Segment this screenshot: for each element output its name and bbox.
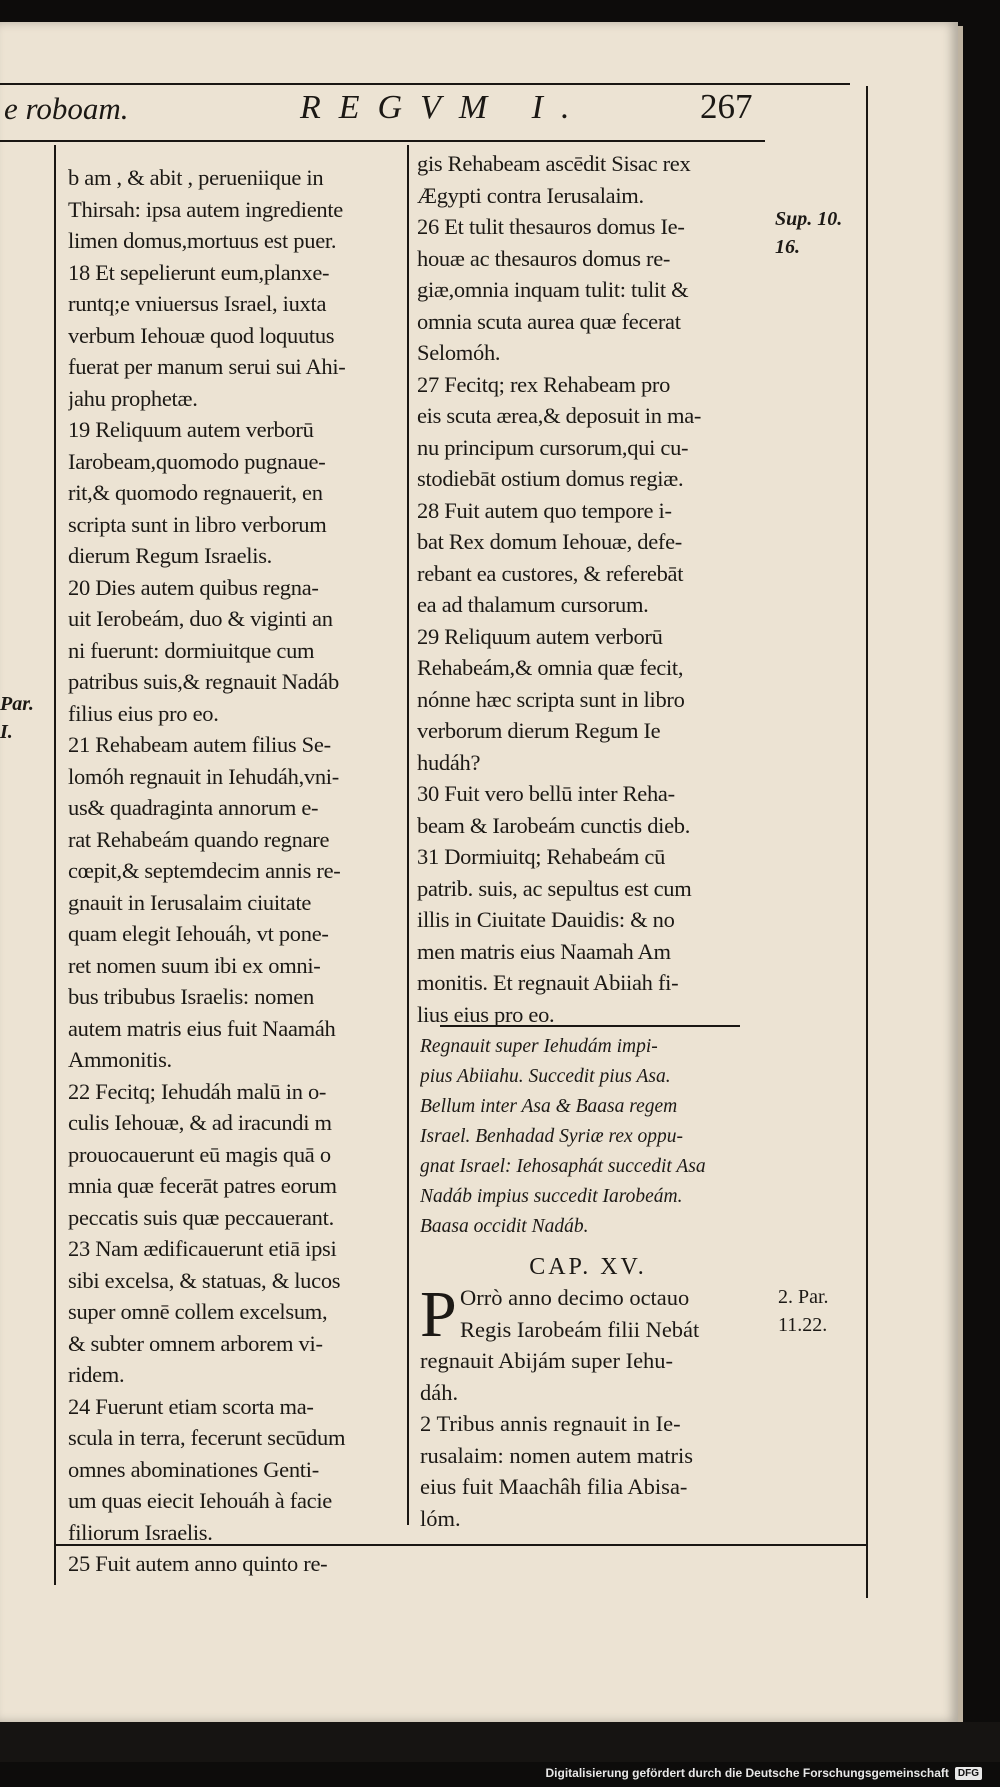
margin-note-sup: Sup. 10. 16.	[775, 208, 843, 258]
text-line: men matris eius Naamah Am	[417, 938, 671, 964]
text-line: gis Rehabeam ascēdit Sisac rex	[417, 151, 691, 176]
text-line: 19 Reliquum autem verborū	[68, 417, 314, 442]
text-line: us& quadraginta annorum e-	[68, 795, 319, 820]
text-line: rusalaim: nomen autem matris	[420, 1442, 694, 1468]
text-line: 23 Nam ædificauerunt etiā ipsi	[68, 1236, 337, 1261]
text-line: houæ ac thesauros domus re-	[417, 245, 671, 271]
text-line: bat Rex domum Iehouæ, defe-	[417, 529, 682, 554]
text-line: dáh.	[420, 1379, 459, 1405]
text-line: Ægypti contra Ierusalaim.	[417, 182, 644, 208]
text-line: limen domus,mortuus est puer.	[68, 228, 337, 253]
text-line: 30 Fuit vero bellū inter Reha-	[417, 781, 675, 806]
text-line: lomóh regnauit in Iehudáh,vni-	[68, 763, 339, 789]
text-line: Rehabeám,& omnia quæ fecit,	[417, 655, 684, 680]
text-line: rebant ea custores, & referebāt	[417, 560, 684, 586]
column-divider	[407, 145, 409, 1525]
text-line: autem matris eius fuit Naamáh	[68, 1015, 336, 1041]
text-line: 27 Fecitq; rex Rehabeam pro	[417, 371, 671, 397]
text-line: ea ad thalamum cursorum.	[417, 592, 649, 617]
text-line: dierum Regum Israelis.	[68, 543, 272, 568]
text-line: 28 Fuit autem quo tempore i-	[417, 497, 672, 523]
text-line: jahu prophetæ.	[68, 385, 198, 411]
text-line: patrib. suis, ac sepultus est cum	[417, 875, 692, 901]
header-title: REGVM I.	[300, 89, 588, 126]
chapter-summary	[420, 1032, 756, 1242]
page-number: 267	[700, 87, 753, 126]
frame-rule-left	[54, 145, 56, 1585]
text-line: ridem.	[68, 1362, 125, 1387]
text-line: lóm.	[420, 1505, 461, 1531]
text-line: Baasa occidit Nadáb.	[420, 1216, 589, 1237]
text-line: filiorum Israelis.	[68, 1519, 213, 1545]
text-line: illis in Ciuitate Dauidis: & no	[417, 907, 675, 932]
scan-background	[0, 1722, 1000, 1762]
text-line: 22 Fecitq; Iehudáh malū in o-	[68, 1078, 327, 1104]
text-line: peccatis suis quæ peccauerant.	[68, 1204, 334, 1230]
text-line: prouocauerunt eū magis quā o	[68, 1141, 331, 1167]
text-line: ni fuerunt: dormiuitque cum	[68, 637, 315, 663]
text-line: 18 Et sepelierunt eum,planxe-	[68, 259, 330, 285]
text-line: Selomóh.	[417, 340, 501, 365]
text-line: 21 Rehabeam autem filius Se-	[68, 732, 331, 757]
margin-note-2par: 2. Par. 11.22.	[778, 1286, 829, 1336]
digitization-credit	[545, 1762, 982, 1784]
text-line: 2 Tribus annis regnauit in Ie-	[420, 1411, 681, 1436]
dfg-logo: DFG	[955, 1767, 982, 1780]
text-line: uit Ierobeám, duo & viginti an	[68, 606, 333, 631]
text-line: runtq;e vniuersus Israel, iuxta	[68, 291, 327, 316]
text-line: nu principum cursorum,qui cu-	[417, 434, 689, 460]
header-catchword: e roboam.	[4, 91, 129, 126]
text-line: mnia quæ fecerāt patres eorum	[68, 1173, 337, 1198]
text-line: patribus suis,& regnauit Nadáb	[68, 669, 339, 694]
text-line: ret nomen suum ibi ex omni-	[68, 952, 321, 978]
frame-rule-right	[866, 86, 868, 1598]
text-line: 25 Fuit autem anno quinto re-	[68, 1551, 328, 1576]
text-line: 26 Et tulit thesauros domus Ie-	[417, 214, 685, 239]
text-line: hudáh?	[417, 749, 481, 775]
text-line: monitis. Et regnauit Abiiah fi-	[417, 970, 679, 995]
text-line: Iarobeam,quomodo pugnaue-	[68, 448, 326, 474]
text-line: eius fuit Maachâh filia Abisa-	[420, 1474, 688, 1499]
text-line: beam & Iarobeám cunctis dieb.	[417, 812, 691, 838]
chapter-15-text	[420, 1254, 760, 1534]
text-line: cœpit,& septemdecim annis re-	[68, 858, 341, 883]
left-column-text	[68, 162, 403, 1580]
text-line: verborum dierum Regum Ie	[417, 718, 661, 743]
text-line: nónne hæc scripta sunt in libro	[417, 686, 685, 712]
text-line: Nadáb impius succedit Iarobeám.	[420, 1186, 683, 1207]
text-line: Regis Iarobeám filii Nebát	[460, 1316, 700, 1342]
margin-note-par: Par. I.	[0, 693, 34, 743]
text-line: filius eius pro eo.	[68, 700, 219, 726]
text-line: 29 Reliquum autem verborū	[417, 623, 663, 649]
text-line: Bellum inter Asa & Baasa regem	[420, 1096, 678, 1117]
text-line: Israel. Benhadad Syriæ rex oppu-	[420, 1126, 684, 1147]
text-line: um quas eiecit Iehouáh à facie	[68, 1488, 332, 1513]
text-line: rat Rehabeám quando regnare	[68, 826, 330, 852]
text-line: scripta sunt in libro verborum	[68, 511, 327, 537]
text-line: 24 Fuerunt etiam scorta ma-	[68, 1393, 314, 1419]
text-line: scula in terra, fecerunt secūdum	[68, 1425, 346, 1450]
text-line: & subter omnem arborem vi-	[68, 1330, 323, 1356]
text-line: fuerat per manum serui sui Ahi-	[68, 354, 346, 379]
right-column-text	[417, 148, 757, 1030]
text-line: omnia scuta aurea quæ fecerat	[417, 308, 681, 334]
text-line: verbum Iehouæ quod loquutus	[68, 322, 335, 348]
chapter-heading: CAP. XV.	[529, 1254, 647, 1280]
text-line: stodiebāt ostium domus regiæ.	[417, 466, 684, 491]
text-line: Regnauit super Iehudám impi-	[420, 1036, 658, 1057]
text-line: lius eius pro eo.	[417, 1001, 555, 1027]
text-line: rit,& quomodo regnauerit, en	[68, 480, 323, 505]
text-line: gnat Israel: Iehosaphát succedit Asa	[420, 1156, 706, 1177]
page-edge	[958, 26, 963, 1722]
running-header	[0, 85, 765, 135]
text-line: omnes abominationes Genti-	[68, 1456, 319, 1482]
text-line: quam elegit Iehouáh, vt pone-	[68, 921, 329, 946]
text-line: Thirsah: ipsa autem ingrediente	[68, 196, 343, 222]
text-line: eis scuta ærea,& deposuit in ma-	[417, 403, 702, 428]
header-rule-top	[0, 83, 850, 85]
text-line: Ammonitis.	[68, 1047, 172, 1072]
text-line: pius Abiiahu. Succedit pius Asa.	[420, 1066, 671, 1087]
text-line: gnauit in Ierusalaim ciuitate	[68, 889, 312, 915]
credit-text: Digitalisierung gefördert durch die Deutsche Forschungsgemeinschaft	[545, 1766, 949, 1780]
text-line: regnauit Abijám super Iehu-	[420, 1348, 674, 1373]
text-line: bus tribubus Israelis: nomen	[68, 984, 314, 1009]
header-rule-bottom	[0, 140, 765, 142]
text-line: 31 Dormiuitq; Rehabeám cū	[417, 844, 666, 869]
text-line: b am , & abit , perueniique in	[68, 165, 324, 190]
text-line: Orrò anno decimo octauo	[460, 1285, 690, 1310]
text-line: super omnē collem excelsum,	[68, 1299, 328, 1324]
drop-capital: P	[420, 1278, 457, 1351]
text-line: culis Iehouæ, & ad iracundi m	[68, 1110, 332, 1135]
text-line: giæ,omnia inquam tulit: tulit &	[417, 277, 689, 302]
text-line: sibi excelsa, & statuas, & lucos	[68, 1267, 341, 1293]
text-line: 20 Dies autem quibus regna-	[68, 574, 319, 600]
